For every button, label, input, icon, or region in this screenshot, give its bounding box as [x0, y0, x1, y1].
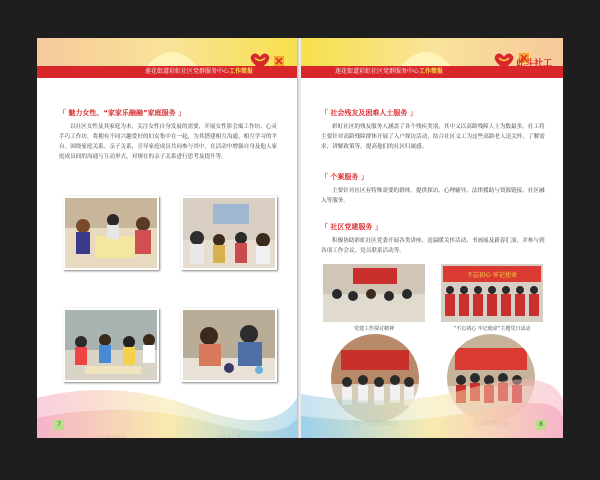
- right-header-text: 莲花街道彩虹社区党群服务中心工作简报: [335, 68, 444, 75]
- photo-papercut: [181, 196, 277, 270]
- left-footer-wave: [37, 348, 299, 438]
- right-brand-name: 此斗社工: [516, 59, 553, 69]
- brand-mark-icon: [274, 51, 284, 61]
- heart-logo-icon: [493, 52, 515, 70]
- photo-party-study: [323, 264, 425, 322]
- left-section-title: 「 魅力女性、“家家乐融融”家庭服务 」: [59, 109, 186, 117]
- right-footer-wave: [301, 348, 563, 438]
- page-number: 7: [54, 420, 64, 430]
- right-page: [301, 38, 563, 438]
- right-section-title: 「 社会残友及困难人士服务 」: [321, 109, 417, 117]
- right-section-paragraph: 积极协助彩虹社区党委开展各类讲座、送温暖关怀活动、书画展及新春汇演。并参与到各项工作会议、党员联系活动等。: [321, 238, 545, 254]
- left-section-paragraph: 以社区女性及其家庭为本，关注女性自身发展的需要，开展女性影会寓工作坊、心灵手巧工作坊，将拥有不同兴趣爱好的妇女集中在一起，为其搭建相互沟通、相互学习的平台。围绕家庭关系、亲子关系，引导家庭成员共同参与其中，在活动中增强自身及他人家庭成员间的沟通与互动形式，对规在的亲子关系进行思考及提升等。: [59, 124, 278, 160]
- left-page: [37, 38, 299, 438]
- heart-logo-icon: [249, 52, 271, 70]
- page-number: 8: [536, 420, 546, 430]
- right-section-paragraph: 彩虹社区的残友服务人涵盖了各个残疾类别，其中又以高龄残障人士为数最多。社工将主要针对高龄残障群体开展了入户探访活动，结合社区义工为这些高龄老人送关怀，了解需求，讲解政策等，提高他们的社区归属感。: [321, 124, 545, 150]
- photo-caption: 党建工作探讨精神: [353, 326, 394, 332]
- left-header-decoration: [37, 38, 299, 118]
- right-section-title: 「 个案服务 」: [321, 173, 368, 181]
- right-section-paragraph: 主要针对社区有特殊需要的群体，提供探访、心理辅导、法律援助与资源链接、社区融入等服务。: [321, 188, 545, 204]
- photo-market: [63, 196, 159, 270]
- banner-text: 不忘初心 牢记使命: [467, 272, 517, 279]
- left-header-text: 莲花街道彩虹社区党群服务中心工作简报: [144, 68, 253, 75]
- photo-theme-day: [441, 264, 543, 322]
- photo-caption: “不忘初心 牢记使命”主题党日活动: [453, 326, 531, 332]
- right-section-title: 「 社区党建服务 」: [321, 223, 382, 231]
